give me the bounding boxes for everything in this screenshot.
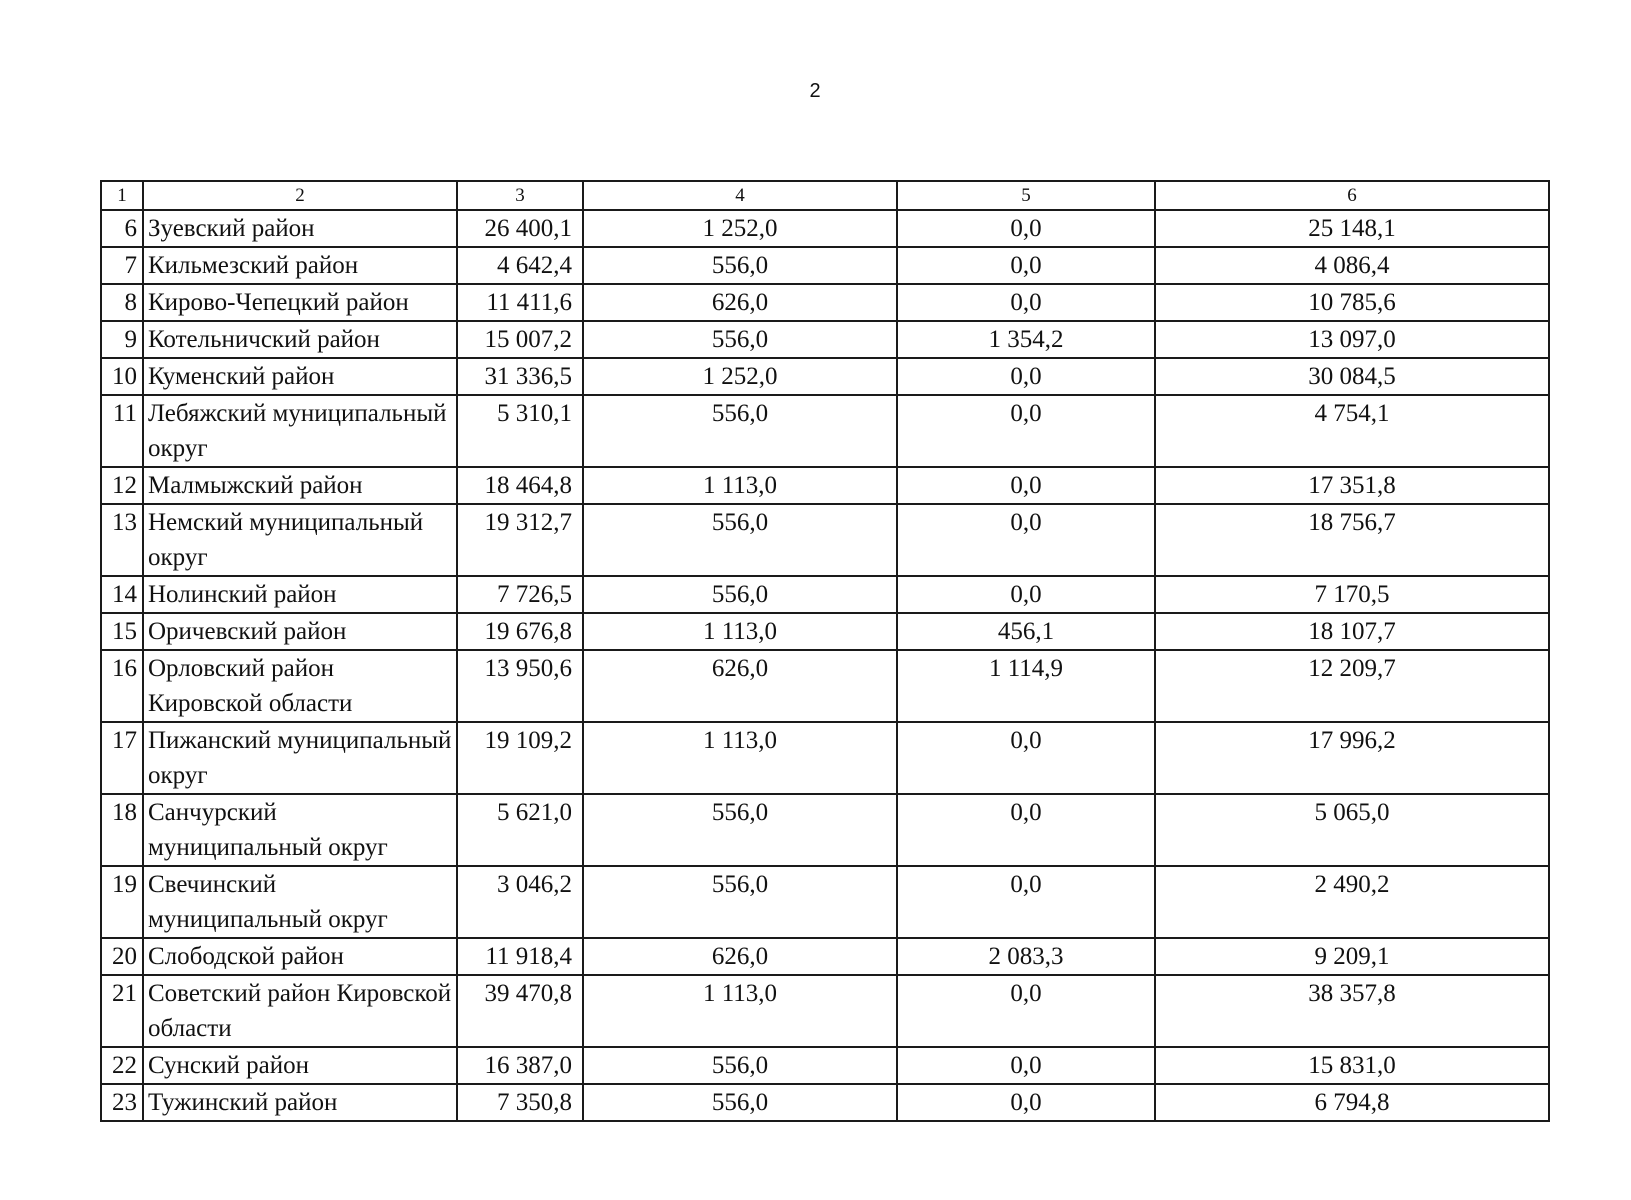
column-5-cell: 0,0: [897, 358, 1155, 395]
column-header: 5: [897, 181, 1155, 210]
column-5-cell: 2 083,3: [897, 938, 1155, 975]
column-3-cell: 39 470,8: [457, 975, 583, 1047]
district-name-cell: Советский район Кировской области: [143, 975, 457, 1047]
column-4-cell: 1 113,0: [583, 467, 897, 504]
column-5-cell: 456,1: [897, 613, 1155, 650]
column-5-cell: 0,0: [897, 975, 1155, 1047]
row-number-cell: 13: [101, 504, 143, 576]
column-3-cell: 3 046,2: [457, 866, 583, 938]
district-name-cell: Слободской район: [143, 938, 457, 975]
column-3-cell: 15 007,2: [457, 321, 583, 358]
column-3-cell: 11 411,6: [457, 284, 583, 321]
district-name-cell: Санчурский муниципальный округ: [143, 794, 457, 866]
column-6-cell: 17 351,8: [1155, 467, 1549, 504]
column-header: 4: [583, 181, 897, 210]
column-4-cell: 556,0: [583, 794, 897, 866]
row-number-cell: 18: [101, 794, 143, 866]
column-6-cell: 25 148,1: [1155, 210, 1549, 247]
column-4-cell: 626,0: [583, 938, 897, 975]
row-number-cell: 16: [101, 650, 143, 722]
column-3-cell: 19 676,8: [457, 613, 583, 650]
column-4-cell: 556,0: [583, 576, 897, 613]
table-row: [101, 722, 1549, 794]
page-number: 2: [809, 80, 822, 102]
column-3-cell: 13 950,6: [457, 650, 583, 722]
column-header: 1: [101, 181, 143, 210]
column-6-cell: 4 754,1: [1155, 395, 1549, 467]
row-number-cell: 23: [101, 1084, 143, 1121]
district-name-cell: Немский муниципальный округ: [143, 504, 457, 576]
column-5-cell: 0,0: [897, 210, 1155, 247]
row-number-cell: 9: [101, 321, 143, 358]
column-6-cell: 7 170,5: [1155, 576, 1549, 613]
district-name-cell: Кильмезский район: [143, 247, 457, 284]
column-3-cell: 19 312,7: [457, 504, 583, 576]
column-header: 2: [143, 181, 457, 210]
table-row: [101, 1047, 1549, 1084]
column-5-cell: 0,0: [897, 1084, 1155, 1121]
table-row: [101, 650, 1549, 722]
column-4-cell: 1 252,0: [583, 210, 897, 247]
district-name-cell: Сунский район: [143, 1047, 457, 1084]
column-6-cell: 17 996,2: [1155, 722, 1549, 794]
district-name-cell: Зуевский район: [143, 210, 457, 247]
table-row: [101, 576, 1549, 613]
row-number-cell: 8: [101, 284, 143, 321]
column-4-cell: 556,0: [583, 1047, 897, 1084]
column-6-cell: 4 086,4: [1155, 247, 1549, 284]
row-number-cell: 12: [101, 467, 143, 504]
column-6-cell: 15 831,0: [1155, 1047, 1549, 1084]
column-6-cell: 10 785,6: [1155, 284, 1549, 321]
column-header: 3: [457, 181, 583, 210]
column-5-cell: 1 354,2: [897, 321, 1155, 358]
row-number-cell: 22: [101, 1047, 143, 1084]
row-number-cell: 11: [101, 395, 143, 467]
column-5-cell: 1 114,9: [897, 650, 1155, 722]
allocation-table: [100, 180, 1550, 1122]
column-6-cell: 18 107,7: [1155, 613, 1549, 650]
column-4-cell: 556,0: [583, 1084, 897, 1121]
row-number-cell: 20: [101, 938, 143, 975]
row-number-cell: 19: [101, 866, 143, 938]
column-4-cell: 556,0: [583, 866, 897, 938]
district-name-cell: Котельничский район: [143, 321, 457, 358]
column-6-cell: 30 084,5: [1155, 358, 1549, 395]
column-header: 6: [1155, 181, 1549, 210]
column-number-row: [101, 181, 1549, 210]
table-row: [101, 504, 1549, 576]
table-row: [101, 210, 1549, 247]
table-row: [101, 866, 1549, 938]
column-4-cell: 556,0: [583, 504, 897, 576]
column-5-cell: 0,0: [897, 866, 1155, 938]
table-row: [101, 358, 1549, 395]
column-5-cell: 0,0: [897, 576, 1155, 613]
district-name-cell: Пижанский муниципальный округ: [143, 722, 457, 794]
table-row: [101, 467, 1549, 504]
column-4-cell: 1 252,0: [583, 358, 897, 395]
table-body: [101, 210, 1549, 1121]
column-4-cell: 626,0: [583, 650, 897, 722]
column-6-cell: 9 209,1: [1155, 938, 1549, 975]
table-row: [101, 938, 1549, 975]
column-3-cell: 19 109,2: [457, 722, 583, 794]
district-name-cell: Малмыжский район: [143, 467, 457, 504]
column-6-cell: 5 065,0: [1155, 794, 1549, 866]
district-name-cell: Куменский район: [143, 358, 457, 395]
column-3-cell: 5 310,1: [457, 395, 583, 467]
column-4-cell: 1 113,0: [583, 975, 897, 1047]
table-row: [101, 247, 1549, 284]
table-row: [101, 395, 1549, 467]
column-6-cell: 2 490,2: [1155, 866, 1549, 938]
column-3-cell: 18 464,8: [457, 467, 583, 504]
column-4-cell: 626,0: [583, 284, 897, 321]
column-4-cell: 556,0: [583, 247, 897, 284]
table-row: [101, 1084, 1549, 1121]
column-6-cell: 6 794,8: [1155, 1084, 1549, 1121]
row-number-cell: 10: [101, 358, 143, 395]
row-number-cell: 14: [101, 576, 143, 613]
district-name-cell: Свечинский муниципальный округ: [143, 866, 457, 938]
column-5-cell: 0,0: [897, 794, 1155, 866]
column-3-cell: 11 918,4: [457, 938, 583, 975]
table-row: [101, 284, 1549, 321]
row-number-cell: 21: [101, 975, 143, 1047]
row-number-cell: 17: [101, 722, 143, 794]
table-row: [101, 794, 1549, 866]
district-name-cell: Лебяжский муниципальный округ: [143, 395, 457, 467]
district-name-cell: Оричевский район: [143, 613, 457, 650]
row-number-cell: 6: [101, 210, 143, 247]
column-6-cell: 18 756,7: [1155, 504, 1549, 576]
column-3-cell: 26 400,1: [457, 210, 583, 247]
row-number-cell: 7: [101, 247, 143, 284]
table-row: [101, 975, 1549, 1047]
column-3-cell: 16 387,0: [457, 1047, 583, 1084]
column-4-cell: 556,0: [583, 395, 897, 467]
column-3-cell: 4 642,4: [457, 247, 583, 284]
column-3-cell: 31 336,5: [457, 358, 583, 395]
table-row: [101, 321, 1549, 358]
column-5-cell: 0,0: [897, 284, 1155, 321]
column-6-cell: 12 209,7: [1155, 650, 1549, 722]
column-5-cell: 0,0: [897, 722, 1155, 794]
column-5-cell: 0,0: [897, 247, 1155, 284]
district-name-cell: Кирово-Чепецкий район: [143, 284, 457, 321]
column-3-cell: 5 621,0: [457, 794, 583, 866]
column-3-cell: 7 726,5: [457, 576, 583, 613]
column-4-cell: 1 113,0: [583, 722, 897, 794]
column-3-cell: 7 350,8: [457, 1084, 583, 1121]
table-row: [101, 613, 1549, 650]
column-6-cell: 38 357,8: [1155, 975, 1549, 1047]
district-name-cell: Орловский район Кировской области: [143, 650, 457, 722]
column-5-cell: 0,0: [897, 1047, 1155, 1084]
row-number-cell: 15: [101, 613, 143, 650]
column-5-cell: 0,0: [897, 504, 1155, 576]
column-5-cell: 0,0: [897, 467, 1155, 504]
column-5-cell: 0,0: [897, 395, 1155, 467]
column-4-cell: 1 113,0: [583, 613, 897, 650]
district-name-cell: Нолинский район: [143, 576, 457, 613]
district-name-cell: Тужинский район: [143, 1084, 457, 1121]
column-4-cell: 556,0: [583, 321, 897, 358]
column-6-cell: 13 097,0: [1155, 321, 1549, 358]
